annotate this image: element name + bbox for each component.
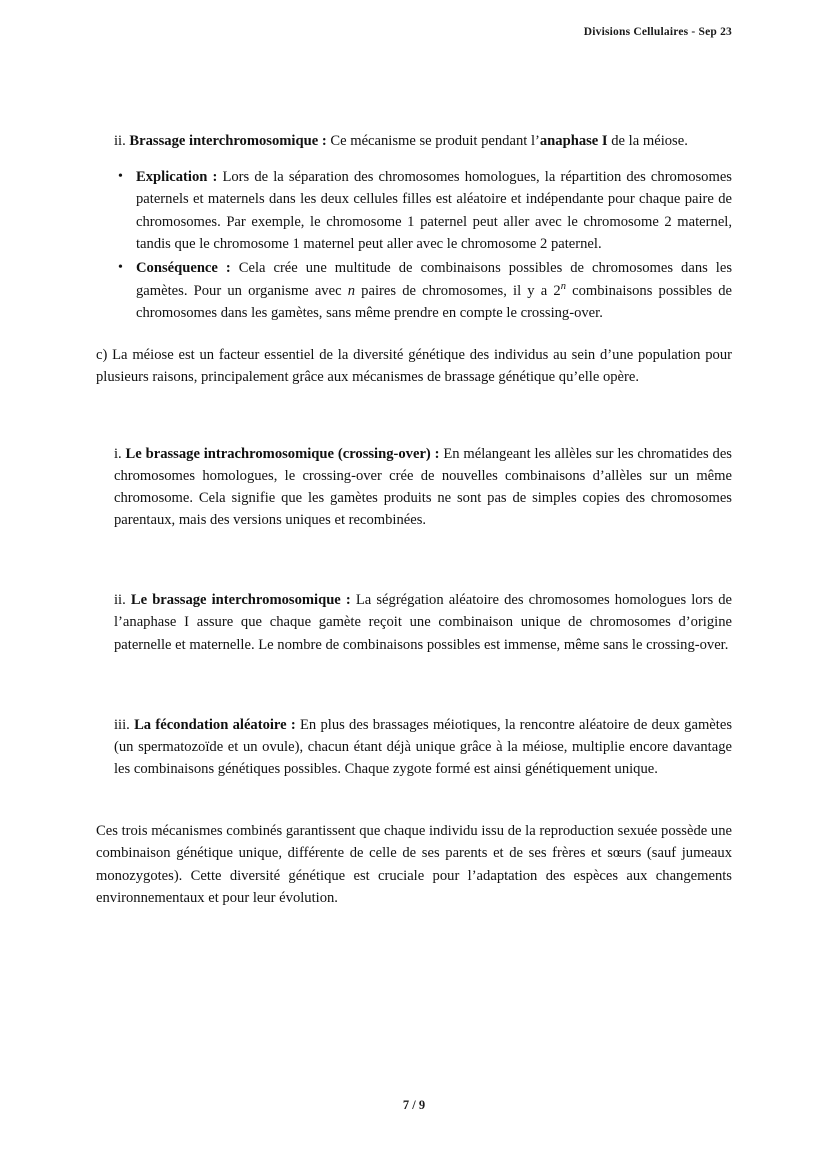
item-i-number: i. <box>114 445 122 462</box>
section-ii-text-after: de la méiose. <box>607 133 688 149</box>
item-iii-term: La fécondation aléatoire : <box>134 716 296 733</box>
item-i-term: Le brassage intrachromosomique (crossing-over) : <box>125 445 440 462</box>
bullet-text-consequence-1: Cela crée une multitude de combinaisons possibles de chromosomes dans les gamètes. Pour un organisme avec <box>136 259 732 299</box>
item-i-text: En mélangeant les allèles sur les chromatides des chromosomes homologues, le crossing-over crée de nouvelles combinaisons d’allèles sur un même chromosome. Cela signifie que les gamètes produits ne sont pas de simples copies des chromosomes parentaux, mais des versions uniques et recombinées. <box>114 445 732 529</box>
section-ii-emphasis: anaphase I <box>539 133 608 149</box>
item-iii-paragraph <box>114 714 732 781</box>
exponent-n: n <box>560 281 566 293</box>
section-ii-term: Brassage interchromosomique : <box>129 133 327 149</box>
document-body <box>96 130 732 909</box>
list-item <box>114 257 732 324</box>
conclusion-paragraph: Ces trois mécanismes combinés garantissent que chaque individu issu de la reproduction sexuée possède une combinaison génétique unique, différente de celle de ses parents et de ses frères et sœurs (sauf jumeaux monozygotes). Cette diversité génétique est cruciale pour l’adaptation des espèces aux changements environnementaux et pour leur évolution. <box>96 823 732 906</box>
bullet-term-explication: Explication : <box>136 169 218 186</box>
paragraph-c <box>96 344 732 388</box>
bullet-term-consequence: Conséquence : <box>136 259 231 276</box>
bullet-list <box>114 166 732 324</box>
item-ii-number: ii. <box>114 592 126 609</box>
bullet-text-consequence-2: paires de chromosomes, il y a 2 <box>355 282 561 299</box>
bullet-text-explication: Lors de la séparation des chromosomes homologues, la répartition des chromosomes paternels et maternels dans les deux cellules filles est aléatoire et indépendante pour chaque paire de chromosomes. Par exemple, le chromosome 1 paternel peut aller avec le chromosome 2 maternel, tandis que le chromosome 1 maternel peut aller avec le chromosome 2 paternel. <box>136 169 732 252</box>
item-iii-text: En plus des brassages méiotiques, la rencontre aléatoire de deux gamètes (un spermatozoïde et un ovule), chacun étant déjà unique grâce à la méiose, multiplie encore davantage les combinaisons génétiques possibles. Chaque zygote formé est ainsi génétiquement unique. <box>114 716 732 778</box>
section-ii-number: ii. <box>114 133 126 149</box>
paragraph-c-text: La méiose est un facteur essentiel de la diversité génétique des individus au sein d’une population pour plusieurs raisons, principalement grâce aux mécanismes de brassage génétique qu’elle opère. <box>96 347 732 386</box>
item-ii-paragraph <box>114 589 732 656</box>
section-ii-text-before: Ce mécanisme se produit pendant l’ <box>326 133 540 149</box>
page-header: Divisions Cellulaires - Sep 23 <box>583 26 732 38</box>
list-item <box>114 166 732 255</box>
paragraph-c-label: c) <box>96 347 108 364</box>
bullet-text-consequence-3: combinaisons possibles de chromosomes dans les gamètes, sans même prendre en compte le crossing-over. <box>136 282 732 322</box>
item-i-paragraph <box>114 443 732 532</box>
section-ii-paragraph <box>114 130 732 152</box>
variable-n: n <box>347 282 356 299</box>
page-footer: 7 / 9 <box>402 1098 426 1112</box>
item-iii-number: iii. <box>114 716 130 733</box>
item-ii-term: Le brassage interchromosomique : <box>130 592 351 609</box>
item-ii-text: La ségrégation aléatoire des chromosomes homologues lors de l’anaphase I assure que chaque gamète reçoit une combinaison unique de chromosomes d’origine paternelle et maternelle. Le nombre de combinaisons possibles est immense, même sans le crossing-over. <box>114 592 733 653</box>
